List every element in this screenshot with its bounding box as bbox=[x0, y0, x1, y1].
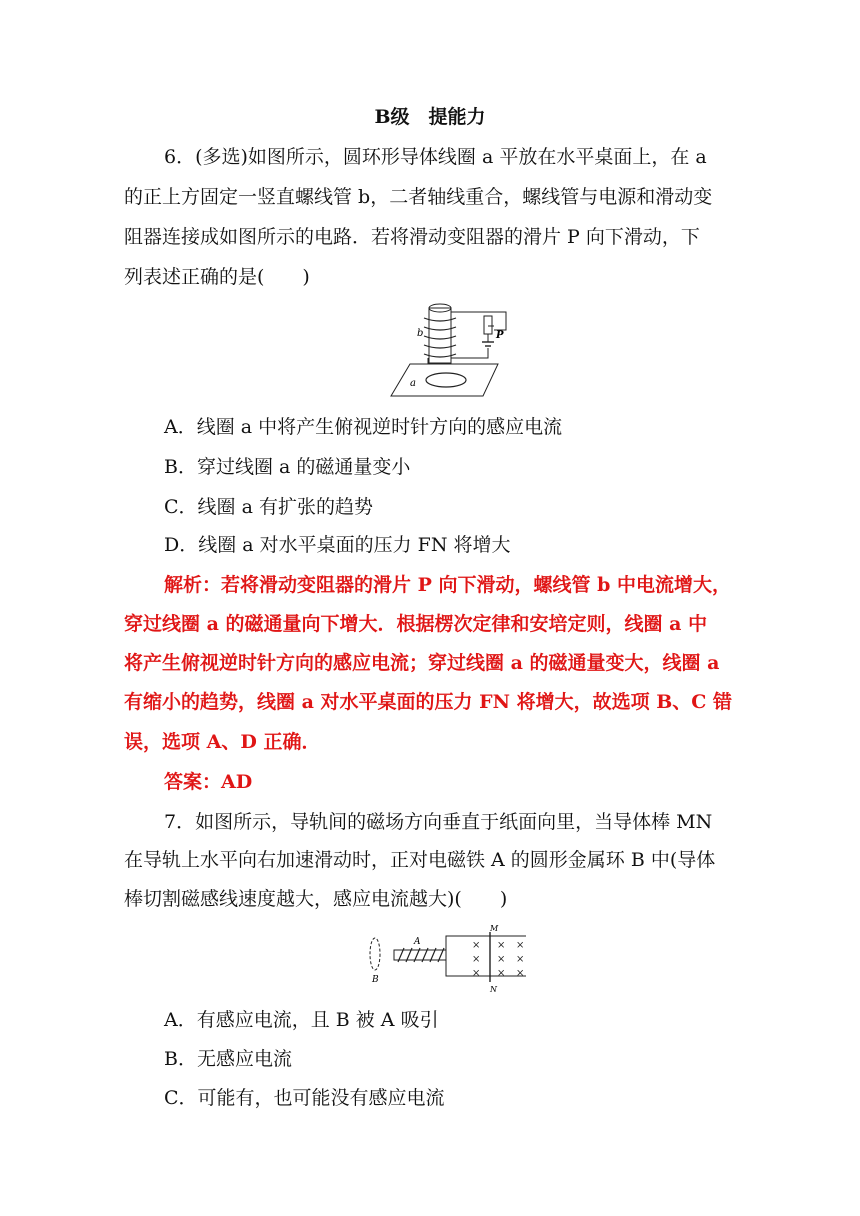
rheostat bbox=[484, 316, 492, 334]
option-d: D．线圈 a 对水平桌面的压力 FN 将增大 bbox=[164, 534, 511, 556]
svg-text:×: × bbox=[497, 954, 506, 965]
option-a: A．有感应电流，且 B 被 A 吸引 bbox=[164, 1009, 439, 1031]
svg-text:×: × bbox=[497, 940, 506, 951]
rail-top-wire bbox=[446, 936, 526, 952]
svg-text:×: × bbox=[516, 954, 525, 965]
question-6-line-4: 列表述正确的是( ) bbox=[124, 266, 310, 288]
label-a: A bbox=[414, 937, 421, 947]
label-a: a bbox=[410, 378, 416, 389]
option-b: B．穿过线圈 a 的磁通量变小 bbox=[164, 456, 411, 478]
question-6-line-2: 的正上方固定一竖直螺线管 b，二者轴线重合，螺线管与电源和滑动变 bbox=[124, 186, 713, 208]
label-ring-b: B bbox=[372, 975, 379, 985]
rail-bottom-wire bbox=[446, 958, 526, 976]
svg-text:×: × bbox=[472, 940, 481, 951]
label-m: M bbox=[490, 924, 499, 933]
option-c: C．线圈 a 有扩张的趋势 bbox=[164, 496, 373, 518]
label-b: b bbox=[417, 328, 424, 339]
option-c: C．可能有，也可能没有感应电流 bbox=[164, 1087, 445, 1109]
solenoid-tube bbox=[429, 308, 451, 363]
section-title: B级 提能力 bbox=[374, 106, 486, 128]
circuit-wire bbox=[451, 312, 506, 330]
question-7-line-1: 7．如图所示，导轨间的磁场方向垂直于纸面向里，当导体棒 MN bbox=[164, 811, 713, 833]
svg-text:×: × bbox=[497, 968, 506, 979]
analysis-line-4: 有缩小的趋势，线圈 a 对水平桌面的压力 FN 将增大，故选项 B、C 错 bbox=[124, 691, 733, 713]
answer: 答案：AD bbox=[164, 771, 253, 793]
coil-a bbox=[426, 373, 466, 387]
svg-text:×: × bbox=[516, 940, 525, 951]
svg-text:×: × bbox=[472, 968, 481, 979]
svg-text:×: × bbox=[516, 968, 525, 979]
rail-electromagnet-figure bbox=[366, 922, 534, 996]
option-b: B．无感应电流 bbox=[164, 1048, 292, 1070]
solenoid-coil-figure bbox=[388, 298, 514, 398]
option-a: A．线圈 a 中将产生俯视逆时针方向的感应电流 bbox=[164, 416, 563, 438]
svg-text:×: × bbox=[472, 954, 481, 965]
magnetic-field-marks bbox=[472, 940, 524, 979]
label-n: N bbox=[490, 985, 497, 994]
ring-b bbox=[370, 938, 380, 970]
electromagnet-core bbox=[394, 950, 446, 960]
label-p: P bbox=[496, 330, 504, 341]
question-6-line-3: 阻器连接成如图所示的电路．若将滑动变阻器的滑片 P 向下滑动，下 bbox=[124, 226, 700, 248]
analysis-line-5: 误，选项 A、D 正确． bbox=[124, 731, 321, 753]
analysis-line-1: 解析：若将滑动变阻器的滑片 P 向下滑动，螺线管 b 中电流增大， bbox=[164, 574, 732, 596]
question-7-line-2: 在导轨上水平向右加速滑动时，正对电磁铁 A 的圆形金属环 B 中(导体 bbox=[124, 849, 716, 871]
tabletop-plane bbox=[391, 364, 498, 396]
analysis-line-3: 将产生俯视逆时针方向的感应电流；穿过线圈 a 的磁通量变大，线圈 a bbox=[124, 652, 720, 674]
analysis-line-2: 穿过线圈 a 的磁通量向下增大．根据楞次定律和安培定则，线圈 a 中 bbox=[124, 613, 708, 635]
question-7-line-3: 棒切割磁感线速度越大，感应电流越大)( ) bbox=[124, 888, 508, 910]
question-6-line-1: 6．(多选)如图所示，圆环形导体线圈 a 平放在水平桌面上，在 a bbox=[164, 146, 707, 168]
